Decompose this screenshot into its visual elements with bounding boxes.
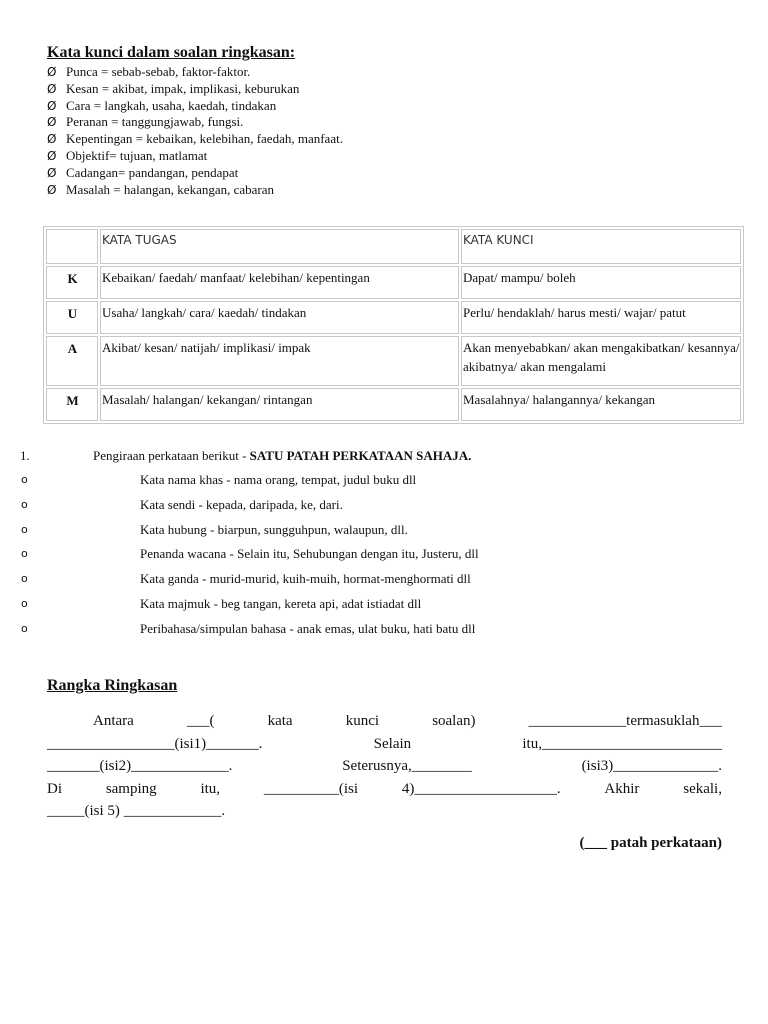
list-item: o Kata ganda - murid-murid, kuih-muih, hormat-menghormati dll [0,567,768,591]
list-item: Ø Objektif= tujuan, matlamat [47,147,208,163]
table-cell-letter: A [46,336,98,386]
circle-bullet-icon: o [21,572,28,585]
table-cell: Masalahnya/ halangannya/ kekangan [461,388,741,421]
table-cell: Usaha/ langkah/ cara/ kaedah/ tindakan [100,301,459,334]
list-item: Ø Kesan = akibat, impak, implikasi, keburukan [47,80,300,96]
list-item: Ø Masalah = halangan, kekangan, cabaran [47,181,275,197]
list-item: Ø Peranan = tanggungjawab, fungsi. [47,114,244,130]
rangka-line: _____(isi 5) _____________. [47,803,226,819]
bullet-icon: Ø [47,132,57,147]
table-row [46,266,741,299]
circle-bullet-icon: o [21,547,28,560]
table-header-cell: KATA TUGAS [100,229,459,264]
pengiraan-heading [0,444,768,468]
kata-kunci-title: Kata kunci dalam soalan ringkasan: [47,44,296,61]
table-cell: Akan menyebabkan/ akan mengakibatkan/ kesannya/ akibatnya/ akan mengalami [461,336,741,386]
list-number: 1. [20,448,30,463]
circle-bullet-icon: o [21,523,28,536]
rangka-title: Rangka Ringkasan [47,677,178,694]
rangka-line: Di samping itu, __________(isi 4)___________________. Akhir sekali, [47,780,722,797]
bullet-icon: Ø [47,98,57,113]
table-header-row [46,229,741,264]
table-cell: Akibat/ kesan/ natijah/ implikasi/ impak [100,336,459,386]
circle-bullet-icon: o [21,498,28,511]
list-item: Ø Punca = sebab-sebab, faktor-faktor. [47,64,251,79]
list-item: Ø Kepentingan = kebaikan, kelebihan, faedah, manfaat. [47,131,343,147]
table-cell: Kebaikan/ faedah/ manfaat/ kelebihan/ kepentingan [100,266,459,299]
list-item: o Kata hubung - biarpun, sungguhpun, walaupun, dll. [0,518,768,542]
list-item: Ø Cara = langkah, usaha, kaedah, tindakan [47,97,277,113]
patah-perkataan-count: (___ patah perkataan) [579,835,722,851]
rangka-paragraph [47,710,722,823]
kata-kunci-list [47,64,343,198]
table-cell: Masalah/ halangan/ kekangan/ rintangan [100,388,459,421]
kuam-table [43,226,744,424]
rangka-line: _________________(isi1)_______. Selain itu,________________________ [47,735,722,752]
list-item: Ø Cadangan= pandangan, pendapat [47,164,239,180]
list-item: o Kata sendi - kepada, daripada, ke, dari. [0,493,768,517]
table-header-cell [46,229,98,264]
pengiraan-intro-bold: SATU PATAH PERKATAAN SAHAJA. [249,448,472,463]
circle-bullet-icon: o [21,473,28,486]
table-row [46,388,741,421]
bullet-icon: Ø [47,65,57,79]
table-header-cell: KATA KUNCI [461,229,741,264]
circle-bullet-icon: o [21,597,28,610]
list-item: o Penanda wacana - Selain itu, Sehubungan dengan itu, Justeru, dll [0,542,768,566]
table-row [46,301,741,334]
bullet-icon: Ø [47,115,57,130]
bullet-icon: Ø [47,148,57,163]
table-cell-letter: M [46,388,98,421]
bullet-icon: Ø [47,182,57,197]
rangka-line: Antara ___( kata kunci soalan) _____________termasuklah___ [93,713,722,729]
list-item: o Peribahasa/simpulan bahasa - anak emas, ulat buku, hati batu dll [0,617,768,641]
rangka-line: _______(isi2)_____________. Seterusnya,________ (isi3)______________. [47,758,722,774]
bullet-icon: Ø [47,165,57,180]
table-cell: Perlu/ hendaklah/ harus mesti/ wajar/ patut [461,301,741,334]
list-item: o Kata majmuk - beg tangan, kereta api, adat istiadat dll [0,592,768,616]
bullet-icon: Ø [47,81,57,96]
pengiraan-intro: Pengiraan perkataan berikut - [93,448,250,463]
table-cell: Dapat/ mampu/ boleh [461,266,741,299]
table-cell-letter: U [46,301,98,334]
table-cell-letter: K [46,266,98,299]
circle-bullet-icon: o [21,622,28,635]
list-item: o Kata nama khas - nama orang, tempat, judul buku dll [0,468,768,492]
table-row [46,336,741,386]
